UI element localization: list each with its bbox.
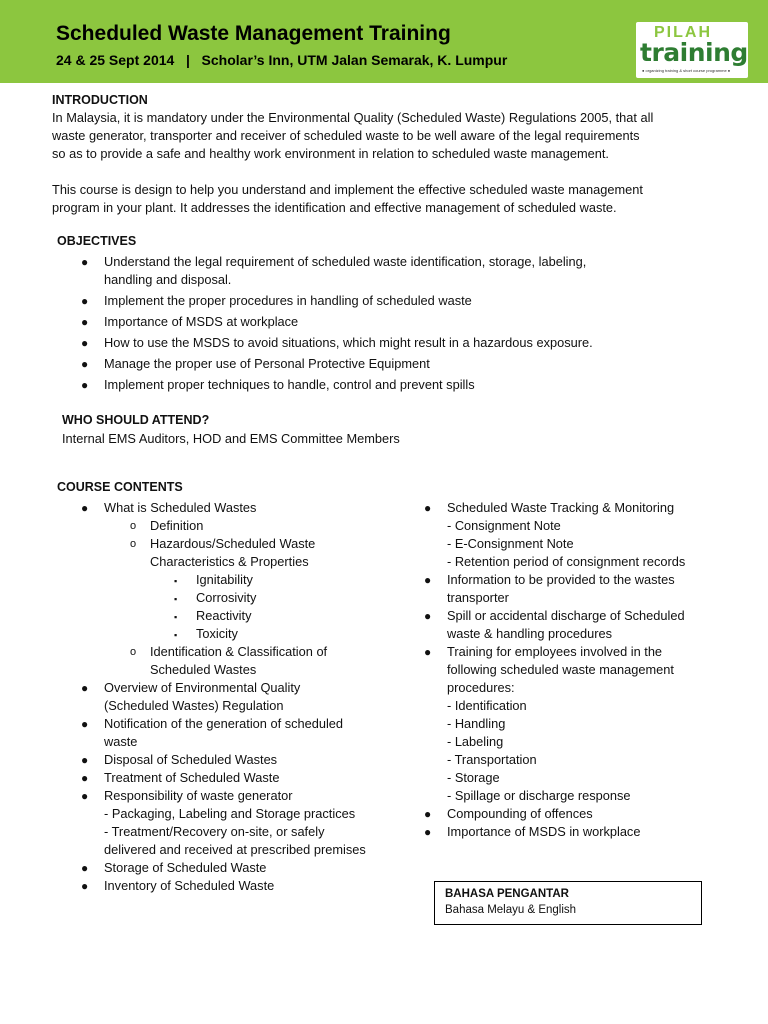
bullet-icon: ● bbox=[81, 879, 89, 893]
intro-line: This course is design to help you understand and implement the effective scheduled waste management bbox=[52, 182, 643, 197]
bullet-icon: ● bbox=[81, 336, 89, 350]
course-contents-line bbox=[75, 823, 415, 841]
course-contents-text: Overview of Environmental Quality bbox=[104, 680, 301, 695]
bullet-icon: ● bbox=[424, 609, 432, 623]
course-contents-line bbox=[75, 679, 415, 697]
course-contents-line bbox=[418, 733, 758, 751]
course-contents-line bbox=[75, 589, 415, 607]
pilah-training-logo bbox=[636, 22, 748, 78]
course-contents-text: - Storage bbox=[447, 770, 500, 785]
objective-item: ● Understand the legal requirement of scheduled waste identification, storage, labeling, handling and disposal. bbox=[81, 254, 587, 287]
course-contents-text: Scheduled Wastes bbox=[150, 662, 257, 677]
introduction-heading: INTRODUCTION bbox=[52, 93, 148, 107]
course-contents-heading: COURSE CONTENTS bbox=[57, 480, 183, 494]
course-contents-text: - Spillage or discharge response bbox=[447, 788, 631, 803]
course-contents-line bbox=[418, 715, 758, 733]
course-contents-text: Responsibility of waste generator bbox=[104, 788, 293, 803]
bullet-icon: ● bbox=[81, 861, 89, 875]
course-contents-text: - Consignment Note bbox=[447, 518, 561, 533]
course-contents-text: - Identification bbox=[447, 698, 527, 713]
course-contents-line bbox=[418, 679, 758, 697]
bullet-icon: ● bbox=[81, 789, 89, 803]
course-contents-line bbox=[418, 607, 758, 625]
course-contents-text: - Labeling bbox=[447, 734, 504, 749]
course-contents-line bbox=[75, 877, 415, 895]
bullet-icon: ▪ bbox=[174, 576, 178, 586]
bullet-icon: ● bbox=[81, 717, 89, 731]
course-contents-text: waste bbox=[104, 734, 138, 749]
course-contents-right-column bbox=[418, 499, 758, 841]
language-box-title: BAHASA PENGANTAR bbox=[445, 888, 569, 900]
objective-item: ● How to use the MSDS to avoid situations, which might result in a hazardous exposure. bbox=[81, 335, 593, 350]
course-contents-line bbox=[418, 517, 758, 535]
course-contents-text: - Retention period of consignment records bbox=[447, 554, 686, 569]
logo-training-text: training bbox=[640, 38, 748, 67]
course-contents-line bbox=[75, 661, 415, 679]
course-contents-text: - Packaging, Labeling and Storage practices bbox=[104, 806, 356, 821]
intro-line: In Malaysia, it is mandatory under the Environmental Quality (Scheduled Waste) Regulations 2005, that all bbox=[52, 110, 654, 125]
bullet-icon: ● bbox=[424, 501, 432, 515]
course-contents-line bbox=[418, 571, 758, 589]
course-contents-line bbox=[75, 607, 415, 625]
course-contents-line bbox=[75, 643, 415, 661]
introduction-paragraph-2 bbox=[52, 181, 643, 217]
course-contents-text: Characteristics & Properties bbox=[150, 554, 309, 569]
course-contents-text: Identification & Classification of bbox=[150, 644, 328, 659]
course-contents-line bbox=[75, 733, 415, 751]
course-contents-line bbox=[75, 535, 415, 553]
course-contents-text: Treatment of Scheduled Waste bbox=[104, 770, 280, 785]
bullet-icon: ▪ bbox=[174, 612, 178, 622]
bullet-icon: o bbox=[130, 520, 137, 532]
course-contents-text: delivered and received at prescribed premises bbox=[104, 842, 366, 857]
course-contents-line bbox=[418, 697, 758, 715]
course-contents-line bbox=[418, 769, 758, 787]
page-title: Scheduled Waste Management Training bbox=[56, 22, 451, 45]
course-contents-text: - Handling bbox=[447, 716, 506, 731]
bullet-icon: ● bbox=[424, 825, 432, 839]
course-contents-line bbox=[418, 751, 758, 769]
course-contents-line bbox=[418, 499, 758, 517]
course-contents-text: Definition bbox=[150, 518, 204, 533]
course-contents-line bbox=[75, 769, 415, 787]
course-contents-text: (Scheduled Wastes) Regulation bbox=[104, 698, 284, 713]
audience-heading: WHO SHOULD ATTEND? bbox=[62, 413, 210, 427]
logo-pilah-text: PILAH bbox=[654, 24, 712, 41]
course-contents-line bbox=[418, 553, 758, 571]
course-contents-line bbox=[75, 787, 415, 805]
bullet-icon: ● bbox=[81, 771, 89, 785]
bullet-icon: ▪ bbox=[174, 594, 178, 604]
course-contents-text: Training for employees involved in the bbox=[447, 644, 663, 659]
course-contents-text: Disposal of Scheduled Wastes bbox=[104, 752, 278, 767]
course-contents-line bbox=[418, 535, 758, 553]
objective-item: ● Manage the proper use of Personal Protective Equipment bbox=[81, 356, 430, 371]
course-contents-text: Importance of MSDS in workplace bbox=[447, 824, 641, 839]
course-contents-text: Reactivity bbox=[196, 608, 252, 623]
course-contents-text: Hazardous/Scheduled Waste bbox=[150, 536, 316, 551]
bullet-icon: ● bbox=[81, 315, 89, 329]
course-contents-line bbox=[75, 859, 415, 877]
bullet-icon: o bbox=[130, 538, 137, 550]
course-contents-text: Inventory of Scheduled Waste bbox=[104, 878, 275, 893]
course-contents-line bbox=[75, 715, 415, 733]
bullet-icon: ● bbox=[81, 294, 89, 308]
bullet-icon: o bbox=[130, 646, 137, 658]
bullet-icon: ● bbox=[81, 753, 89, 767]
course-contents-text: Scheduled Waste Tracking & Monitoring bbox=[447, 500, 675, 515]
objective-item: ● Importance of MSDS at workplace bbox=[81, 314, 299, 329]
course-contents-line bbox=[75, 571, 415, 589]
course-contents-text: Information to be provided to the wastes bbox=[447, 572, 675, 587]
course-contents-line bbox=[418, 787, 758, 805]
bullet-icon: ● bbox=[424, 645, 432, 659]
audience-text: Internal EMS Auditors, HOD and EMS Committee Members bbox=[62, 431, 400, 446]
introduction-paragraph-1 bbox=[52, 109, 653, 163]
intro-line: waste generator, transporter and receiver of scheduled waste to be well aware of the legal requirements bbox=[52, 128, 640, 143]
objective-item: ● Implement the proper procedures in handling of scheduled waste bbox=[81, 293, 472, 308]
course-contents-text: waste & handling procedures bbox=[447, 626, 613, 641]
course-contents-text: following scheduled waste management bbox=[447, 662, 674, 677]
objective-item: ● Implement proper techniques to handle, control and prevent spills bbox=[81, 377, 475, 392]
course-contents-text: Corrosivity bbox=[196, 590, 257, 605]
course-contents-line bbox=[418, 589, 758, 607]
course-contents-line bbox=[75, 499, 415, 517]
objectives-heading: OBJECTIVES bbox=[57, 234, 137, 248]
course-contents-text: What is Scheduled Wastes bbox=[104, 500, 257, 515]
language-box-value: Bahasa Melayu & English bbox=[445, 904, 577, 916]
course-contents-line bbox=[418, 643, 758, 661]
course-contents-text: Ignitability bbox=[196, 572, 253, 587]
header-banner bbox=[0, 0, 768, 83]
event-date-venue: 24 & 25 Sept 2014 | Scholar’s Inn, UTM Jalan Semarak, K. Lumpur bbox=[56, 52, 508, 68]
course-contents-line bbox=[75, 805, 415, 823]
course-contents-line bbox=[418, 661, 758, 679]
bullet-icon: ● bbox=[81, 378, 89, 392]
course-contents-line bbox=[75, 625, 415, 643]
language-box bbox=[434, 881, 702, 925]
bullet-icon: ● bbox=[424, 807, 432, 821]
course-contents-text: - E-Consignment Note bbox=[447, 536, 574, 551]
course-contents-line bbox=[75, 841, 415, 859]
bullet-icon: ▪ bbox=[174, 630, 178, 640]
course-contents-text: Storage of Scheduled Waste bbox=[104, 860, 267, 875]
course-contents-line bbox=[418, 805, 758, 823]
intro-line: so as to provide a safe and healthy work environment in relation to scheduled waste management. bbox=[52, 146, 609, 161]
course-contents-line bbox=[75, 517, 415, 535]
course-contents-text: Compounding of offences bbox=[447, 806, 593, 821]
bullet-icon: ● bbox=[81, 357, 89, 371]
course-contents-text: procedures: bbox=[447, 680, 515, 695]
logo-tagline: ● organizing training & short course programme ● bbox=[642, 68, 731, 73]
course-contents-text: Spill or accidental discharge of Scheduled bbox=[447, 608, 685, 623]
objectives-list bbox=[75, 253, 675, 397]
intro-line: program in your plant. It addresses the identification and effective management of scheduled waste. bbox=[52, 200, 617, 215]
bullet-icon: ● bbox=[81, 681, 89, 695]
course-contents-text: - Treatment/Recovery on-site, or safely bbox=[104, 824, 325, 839]
bullet-icon: ● bbox=[81, 501, 89, 515]
bullet-icon: ● bbox=[81, 255, 89, 269]
course-contents-line bbox=[418, 625, 758, 643]
course-contents-line bbox=[75, 751, 415, 769]
course-contents-line bbox=[75, 553, 415, 571]
bullet-icon: ● bbox=[424, 573, 432, 587]
course-contents-left-column bbox=[75, 499, 415, 895]
course-contents-text: transporter bbox=[447, 590, 509, 605]
course-contents-text: Toxicity bbox=[196, 626, 238, 641]
course-contents-text: Notification of the generation of scheduled bbox=[104, 716, 344, 731]
course-contents-line bbox=[418, 823, 758, 841]
course-contents-text: - Transportation bbox=[447, 752, 537, 767]
course-contents-line bbox=[75, 697, 415, 715]
